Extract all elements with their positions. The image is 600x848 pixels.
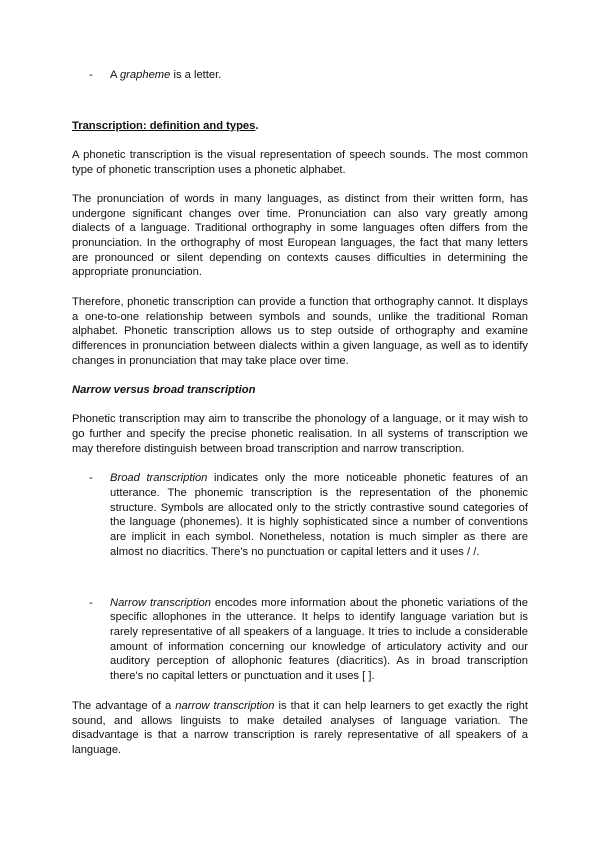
advantage-post: is that it can help learners to get exactly the right sound, and allows linguists to make detailed analyses of language variation. The disadvantage is that a narrow transcription is rarely representative of all speakers of a language. [72, 699, 528, 756]
advantage-term: narrow transcription [175, 699, 275, 712]
paragraph-therefore: Therefore, phonetic transcription can provide a function that orthography cannot. It displays a one-to-one relationship between symbols and sounds, unlike the traditional Roman alphabet. Phonetic transcription allows us to step outside of orthography and examine differences in pronunciation between dialects within a given language, as well as to identify changes in pronunciation that may take place over time. [72, 296, 528, 367]
heading-narrow-broad: Narrow versus broad transcription [72, 383, 256, 396]
paragraph-aim: Phonetic transcription may aim to transcribe the phonology of a language, or it may wish to go further and specify the precise phonetic realisation. In all systems of transcription we may therefore distinguish between broad transcription and narrow transcription. [72, 413, 528, 455]
document-page [72, 68, 528, 758]
paragraph-intro: A phonetic transcription is the visual representation of speech sounds. The most common type of phonetic transcription uses a phonetic alphabet. [72, 149, 528, 177]
narrow-text: encodes more information about the phonetic variations of the specific allophones in the utterance. It helps to identify language variation but is rarely representative of all speakers of a language. It tries to include a considerable amount of information concerning our knowledge of articulatory activity and our auditory perception of allophonic features (diacritics). As in broad transcription there's no capital letters or punctuation and it uses [ ]. [110, 596, 528, 683]
bullet-dash: - [89, 596, 93, 609]
narrow-transcription-bullet [72, 596, 528, 684]
heading-transcription-trail: . [255, 119, 259, 132]
broad-text: indicates only the more noticeable phonetic features of an utterance. The phonemic transcription is the representation of the phonemic structure. Symbols are allocated only to the strictly contrastive sound categories of the language (phonemes). It is highly sophisticated since a number of conventions are implicit in each symbol. Nonetheless, notation is much simpler as there are almost no diacritics. There's no punctuation or capital letters and it uses / /. [110, 472, 528, 558]
grapheme-bullet [72, 68, 528, 83]
grapheme-post: is a letter. [170, 69, 222, 81]
paragraph-pronunciation: The pronunciation of words in many languages, as distinct from their written form, has undergone significant changes over time. Pronunciation can also vary greatly among dialects of a language. Traditional orthography in some languages often differs from the pronunciation. In the orthography of most European languages, the fact that many letters are pronounced or silent depending on contexts causes difficulties in determining the appropriate pronunciation. [72, 192, 528, 279]
broad-transcription-bullet [72, 471, 528, 559]
heading-transcription [72, 119, 528, 134]
paragraph-advantage [72, 699, 528, 758]
grapheme-term: grapheme [119, 69, 171, 81]
heading-transcription-text: Transcription: definition and types [72, 119, 256, 132]
advantage-pre: The advantage of a [72, 699, 176, 712]
bullet-dash: - [89, 472, 93, 485]
narrow-term: Narrow transcription [110, 596, 211, 609]
grapheme-pre: A [110, 69, 120, 81]
bullet-dash: - [89, 69, 93, 81]
broad-term: Broad transcription [110, 472, 208, 485]
